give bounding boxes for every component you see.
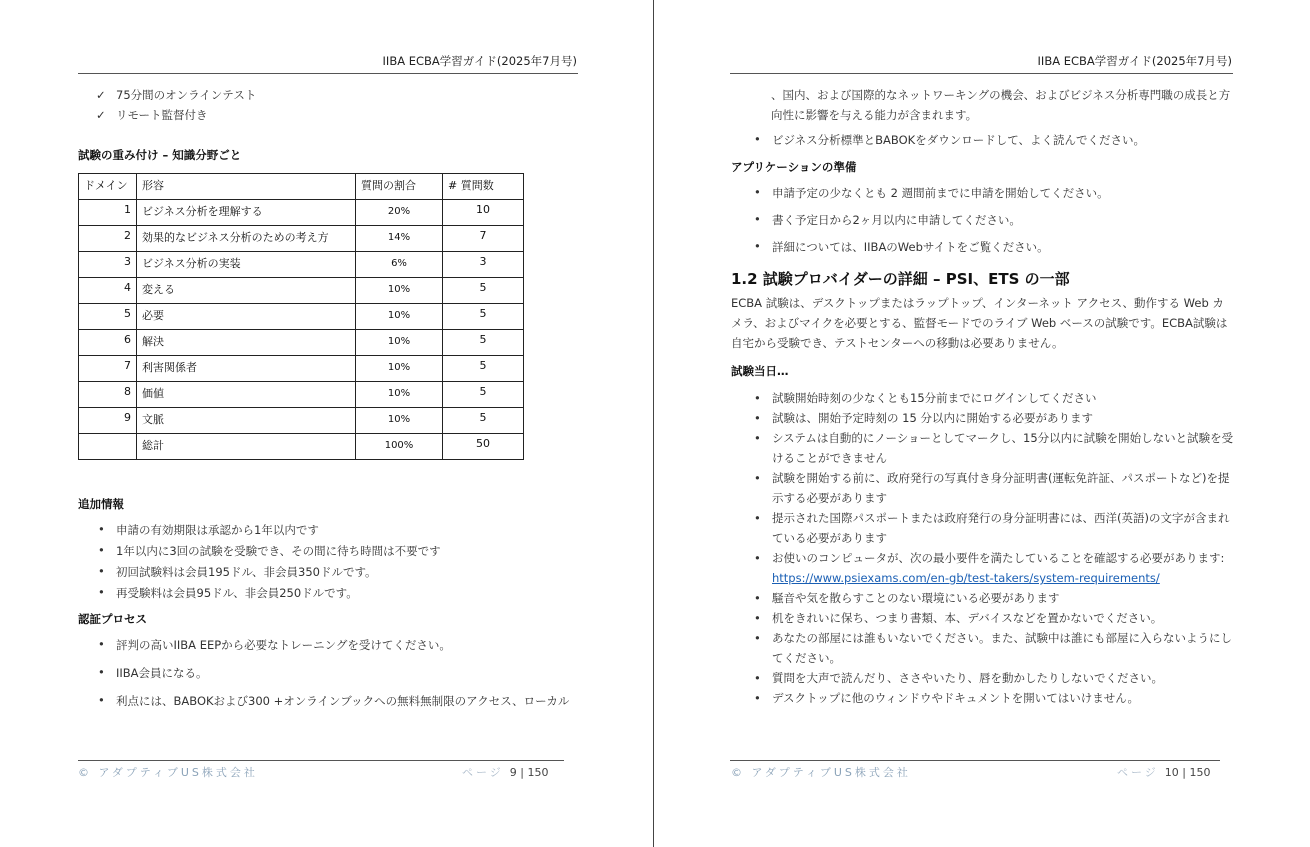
- header-percent: 質問の割合: [356, 174, 443, 200]
- bullet-icon: •: [98, 522, 105, 536]
- bullet-icon: •: [754, 471, 761, 485]
- list-item: • デスクトップに他のウィンドウやドキュメントを開いてはいけません。: [752, 688, 1234, 708]
- list-item: • システムは自動的にノーショーとしてマークし、15分以内に試験を開始しないと試験を受けることができません: [752, 428, 1234, 468]
- header-count: # 質問数: [443, 174, 524, 200]
- checklist-item: ✓ リモート監督付き: [96, 108, 208, 122]
- exam-day-title: 試験当日…: [731, 364, 789, 378]
- list-item: • 申請予定の少なくとも 2 週間前までに申請を開始してください。: [754, 185, 1109, 200]
- table-row: 8 価値 10% 5: [79, 382, 524, 408]
- system-requirements-link[interactable]: https://www.psiexams.com/en-gb/test-takers/system-requirements/: [772, 571, 1160, 585]
- table-row: 4 変える 10% 5: [79, 278, 524, 304]
- checklist-item: ✓ 75分間のオンラインテスト: [96, 88, 257, 102]
- list-item: • 机をきれいに保ち、つまり書類、本、デバイスなどを置かないでください。: [752, 608, 1234, 628]
- bullet-icon: •: [754, 631, 761, 645]
- bullet-icon: •: [754, 132, 761, 146]
- list-item: • 1年以内に3回の試験を受験でき、その間に待ち時間は不要です: [98, 543, 441, 558]
- application-title: アプリケーションの準備: [731, 160, 857, 174]
- bullet-icon: •: [98, 585, 105, 599]
- section-paragraph: ECBA 試験は、デスクトップまたはラップトップ、インターネット アクセス、動作する Web カメラ、およびマイクを必要とする、監督モードでのライブ Web ベースの試験です。ECBA試験は自宅から受験でき、テストセンターへの移動は必要ありません。: [731, 296, 1228, 350]
- list-item: • 提示された国際パスポートまたは政府発行の身分証明書には、西洋(英語)の文字が含まれている必要があります: [752, 508, 1234, 548]
- bullet-icon: •: [754, 691, 761, 705]
- footer-page-number: ページ 10 | 150: [1117, 766, 1211, 779]
- list-item: • IIBA会員になる。: [98, 665, 208, 680]
- additional-info-title: 追加情報: [78, 497, 124, 511]
- list-item: • あなたの部屋には誰もいないでください。また、試験中は誰にも部屋に入らないようにしてください。: [752, 628, 1234, 668]
- list-item: • 試験を開始する前に、政府発行の写真付き身分証明書(運転免許証、パスポートなど)を提示する必要があります: [752, 468, 1234, 508]
- bullet-icon: •: [98, 665, 105, 679]
- list-item: • 評判の高いIIBA EEPから必要なトレーニングを受けてください。: [98, 637, 451, 652]
- table-row: 2 効果的なビジネス分析のための考え方 14% 7: [79, 226, 524, 252]
- header-rule: [730, 73, 1233, 74]
- bullet-icon: •: [754, 671, 761, 685]
- table-row: 9 文脈 10% 5: [79, 408, 524, 434]
- additional-info-list: [96, 522, 441, 606]
- header-rule: [78, 73, 578, 74]
- header-domain: ドメイン: [79, 174, 137, 200]
- bullet-icon: •: [754, 391, 761, 405]
- section-heading: 1.2 試験プロバイダーの詳細 – PSI、ETS の一部: [731, 270, 1070, 288]
- exam-format-checklist: [96, 87, 256, 127]
- bullet-icon: •: [98, 637, 105, 651]
- page-header: IIBA ECBA学習ガイド(2025年7月号): [1037, 54, 1232, 68]
- exam-weights-table: [78, 173, 524, 460]
- table-row: 7 利害関係者 10% 5: [79, 356, 524, 382]
- list-item: • 質問を大声で読んだり、ささやいたり、唇を動かしたりしないでください。: [752, 668, 1234, 688]
- bullet-icon: •: [754, 239, 761, 253]
- footer-rule: [78, 760, 564, 761]
- bullet-icon: •: [98, 564, 105, 578]
- exam-day-list: [752, 388, 1234, 708]
- application-list: [752, 185, 1109, 266]
- list-item: • 試験開始時刻の少なくとも15分前までにログインしてください: [752, 388, 1234, 408]
- footer-copyright: © アダプティブUS株式会社: [731, 766, 911, 779]
- table-header-row: [79, 174, 524, 200]
- list-item: • 詳細については、IIBAのWebサイトをご覧ください。: [754, 239, 1049, 254]
- table-row: 3 ビジネス分析の実装 6% 3: [79, 252, 524, 278]
- bullet-icon: •: [754, 411, 761, 425]
- checkmark-icon: ✓: [96, 88, 106, 102]
- list-item: • 申請の有効期限は承認から1年以内です: [98, 522, 319, 537]
- footer-page-number: ページ 9 | 150: [462, 766, 549, 779]
- list-item: • 再受験料は会員95ドル、非会員250ドルです。: [98, 585, 358, 600]
- bullet-icon: •: [754, 591, 761, 605]
- table-row: 6 解決 10% 5: [79, 330, 524, 356]
- list-item: • 初回試験料は会員195ドル、非会員350ドルです。: [98, 564, 377, 579]
- list-item: • 試験は、開始予定時刻の 15 分以内に開始する必要があります: [752, 408, 1234, 428]
- bullet-icon: •: [98, 693, 105, 707]
- table-row: 5 必要 10% 5: [79, 304, 524, 330]
- resources-list: [752, 132, 1145, 152]
- table-total-row: 総計 100% 50: [79, 434, 524, 460]
- cert-process-list: [96, 637, 569, 721]
- list-item: • 利点には、BABOKおよび300 +オンラインブックへの無料無制限のアクセス、ローカル: [98, 693, 570, 708]
- bullet-icon: •: [98, 543, 105, 557]
- bullet-icon: •: [754, 431, 761, 445]
- list-item: • ビジネス分析標準とBABOKをダウンロードして、よく読んでください。: [754, 132, 1145, 147]
- list-item: • お使いのコンピュータが、次の最小要件を満たしていることを確認する必要があります: https://www.psiexams.com/en-gb/test-takers/system-requirements/: [752, 548, 1234, 588]
- list-item: • 騒音や気を散らすことのない環境にいる必要があります: [752, 588, 1234, 608]
- header-description: 形容: [137, 174, 356, 200]
- footer-copyright: © アダプティブUS株式会社: [78, 766, 258, 779]
- footer-rule: [730, 760, 1220, 761]
- list-item: • 書く予定日から2ヶ月以内に申請してください。: [754, 212, 1021, 227]
- checkmark-icon: ✓: [96, 108, 106, 122]
- bullet-icon: •: [754, 511, 761, 525]
- bullet-icon: •: [754, 611, 761, 625]
- page-header: IIBA ECBA学習ガイド(2025年7月号): [382, 54, 577, 68]
- table-row: 1 ビジネス分析を理解する 20% 10: [79, 200, 524, 226]
- continued-text: 、国内、および国際的なネットワーキングの機会、およびビジネス分析専門職の成長と方向性に影響を与える能力が含まれます。: [771, 88, 1231, 122]
- cert-process-title: 認証プロセス: [78, 612, 147, 626]
- page-9: [0, 0, 654, 847]
- bullet-icon: •: [754, 212, 761, 226]
- bullet-icon: •: [754, 551, 761, 565]
- weights-title: 試験の重み付け – 知識分野ごと: [78, 148, 242, 162]
- bullet-icon: •: [754, 185, 761, 199]
